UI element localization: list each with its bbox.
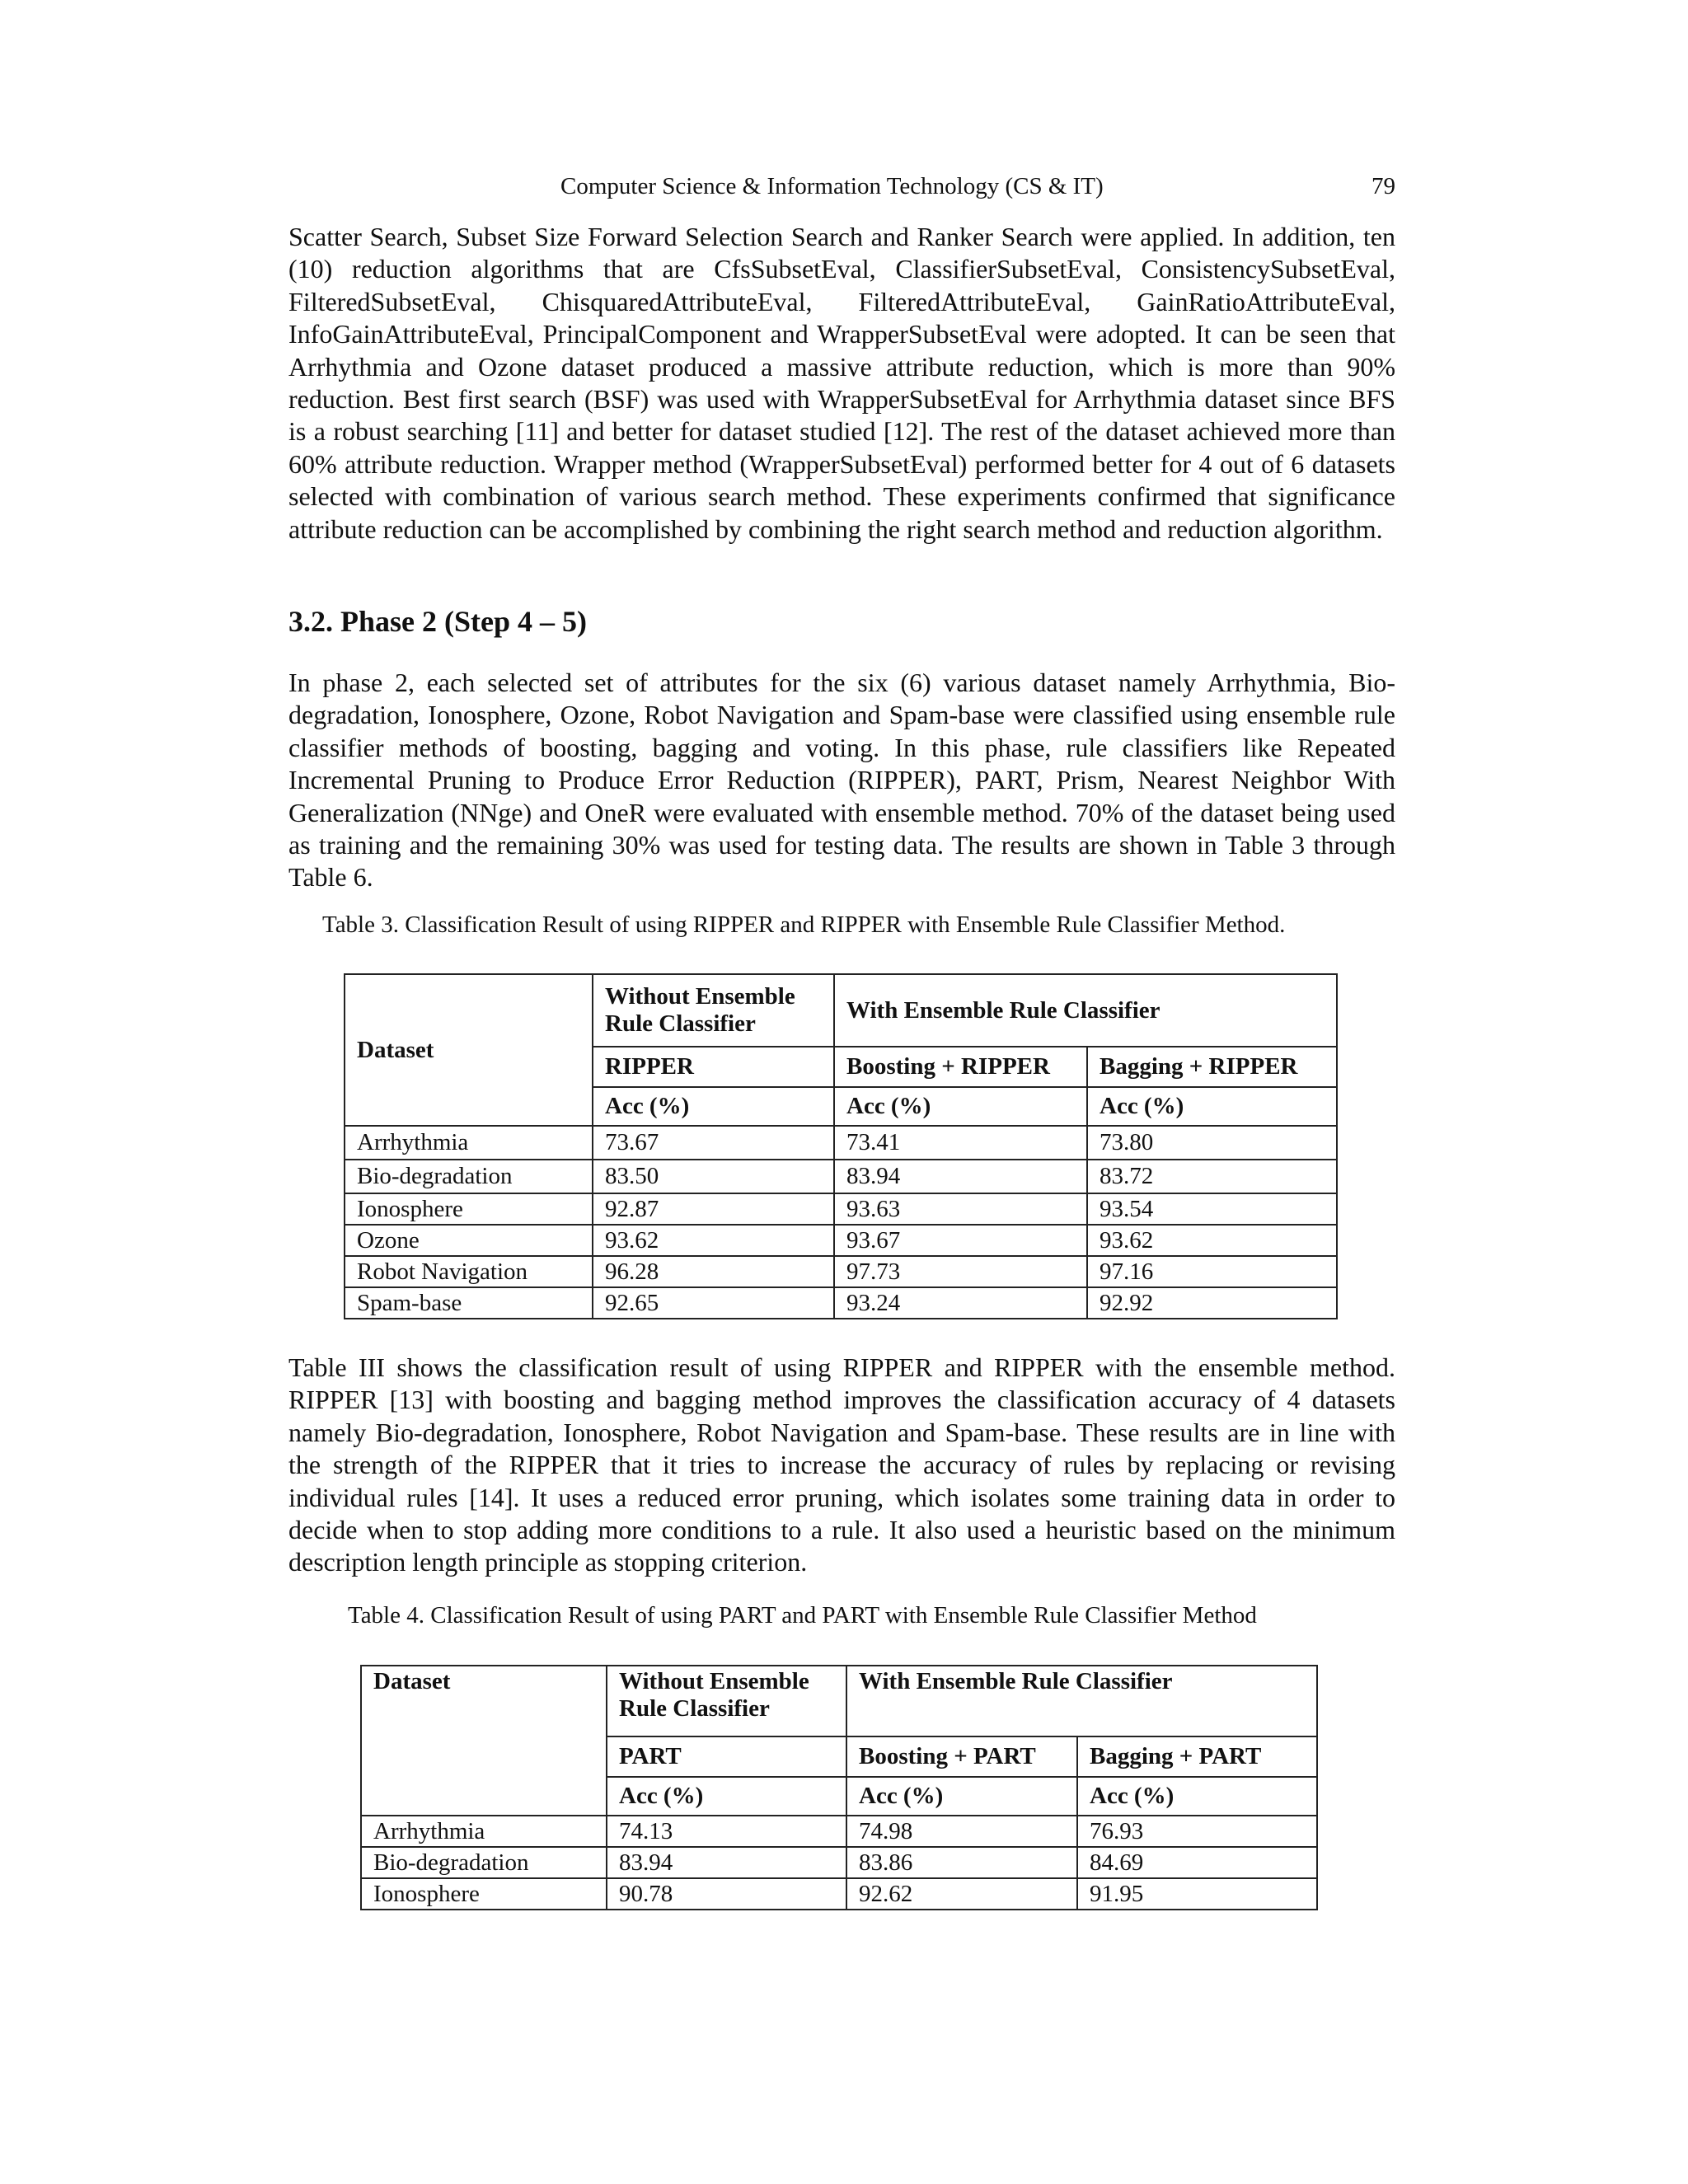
table-row bbox=[345, 1225, 1337, 1256]
table-3-caption: Table 3. Classification Result of using RIPPER and RIPPER with Ensemble Rule Classifier Method. bbox=[322, 912, 1286, 938]
table-cell-value: 97.16 bbox=[1087, 1256, 1337, 1287]
table-cell-value: 93.24 bbox=[834, 1287, 1087, 1319]
table-row bbox=[345, 1193, 1337, 1225]
table-cell-value: 73.67 bbox=[593, 1126, 834, 1160]
table-header-method: Bagging + PART bbox=[1077, 1736, 1317, 1777]
table-cell-dataset: Ozone bbox=[345, 1225, 593, 1256]
table-cell-value: 93.67 bbox=[834, 1225, 1087, 1256]
table-header-method: PART bbox=[607, 1736, 846, 1777]
page-header bbox=[288, 173, 1395, 206]
table-cell-value: 84.69 bbox=[1077, 1847, 1317, 1878]
table-cell-dataset: Spam-base bbox=[345, 1287, 593, 1319]
table-header-method: RIPPER bbox=[593, 1047, 834, 1087]
table-cell-dataset: Bio-degradation bbox=[345, 1160, 593, 1193]
table-header-metric: Acc (%) bbox=[593, 1087, 834, 1126]
table-header-metric: Acc (%) bbox=[846, 1777, 1077, 1816]
table-header-method: Boosting + RIPPER bbox=[834, 1047, 1087, 1087]
table-cell-value: 92.62 bbox=[846, 1878, 1077, 1910]
table-cell-value: 76.93 bbox=[1077, 1816, 1317, 1847]
table-cell-value: 83.50 bbox=[593, 1160, 834, 1193]
table-cell-value: 83.94 bbox=[834, 1160, 1087, 1193]
table-row bbox=[345, 1160, 1337, 1193]
table-header-method: Boosting + PART bbox=[846, 1736, 1077, 1777]
table-cell-value: 92.65 bbox=[593, 1287, 834, 1319]
table-cell-value: 83.72 bbox=[1087, 1160, 1337, 1193]
table-cell-value: 74.98 bbox=[846, 1816, 1077, 1847]
table-cell-value: 93.63 bbox=[834, 1193, 1087, 1225]
table-row bbox=[345, 1287, 1337, 1319]
table-cell-dataset: Ionosphere bbox=[361, 1878, 607, 1910]
table-cell-dataset: Bio-degradation bbox=[361, 1847, 607, 1878]
table-cell-value: 83.94 bbox=[607, 1847, 846, 1878]
table-cell-value: 90.78 bbox=[607, 1878, 846, 1910]
table-3 bbox=[344, 973, 1338, 1319]
table-cell-dataset: Arrhythmia bbox=[361, 1816, 607, 1847]
table-cell-value: 96.28 bbox=[593, 1256, 834, 1287]
table-cell-value: 73.80 bbox=[1087, 1126, 1337, 1160]
table-header-without-ensemble: Without Ensemble Rule Classifier bbox=[607, 1666, 846, 1736]
table-header-metric: Acc (%) bbox=[1077, 1777, 1317, 1816]
page-number: 79 bbox=[1372, 173, 1395, 199]
table-cell-value: 73.41 bbox=[834, 1126, 1087, 1160]
table-header-metric: Acc (%) bbox=[1087, 1087, 1337, 1126]
table-header-metric: Acc (%) bbox=[834, 1087, 1087, 1126]
table-row bbox=[345, 1126, 1337, 1160]
table-cell-dataset: Arrhythmia bbox=[345, 1126, 593, 1160]
table-cell-value: 91.95 bbox=[1077, 1878, 1317, 1910]
table-4-caption: Table 4. Classification Result of using PART and PART with Ensemble Rule Classifier Method bbox=[348, 1602, 1257, 1629]
table-header-dataset: Dataset bbox=[361, 1666, 607, 1816]
table-row bbox=[345, 1256, 1337, 1287]
table-row bbox=[361, 1878, 1317, 1910]
table-row bbox=[361, 1847, 1317, 1878]
table-header-method: Bagging + RIPPER bbox=[1087, 1047, 1337, 1087]
table-cell-value: 93.62 bbox=[593, 1225, 834, 1256]
body-paragraph: In phase 2, each selected set of attributes for the six (6) various dataset namely Arrhythmia, Bio-degradation, Ionosphere, Ozone, Robot Navigation and Spam-base were classified using ensemble rule classifier methods of boosting, bagging and voting. In this phase, rule classifiers like Repeated Incremental Pruning to Produce Error Reduction (RIPPER), PART, Prism, Nearest Neighbor With Generalization (NNge) and OneR were evaluated with ensemble method. 70% of the dataset being used as training and the remaining 30% was used for testing data. The results are shown in Table 3 through Table 6. bbox=[288, 668, 1395, 893]
body-paragraph: Table III shows the classification result of using RIPPER and RIPPER with the ensemble method. RIPPER [13] with boosting and bagging method improves the classification accuracy of 4 datasets namely Bio-degradation, Ionosphere, Robot Navigation and Spam-base. These results are in line with the strength of the RIPPER that it tries to increase the accuracy of rules by replacing or revising individual rules [14]. It uses a reduced error pruning, which isolates some training data in order to decide when to stop adding more conditions to a rule. It also used a heuristic based on the minimum description length principle as stopping criterion. bbox=[288, 1352, 1395, 1577]
table-cell-value: 74.13 bbox=[607, 1816, 846, 1847]
table-header-with-ensemble: With Ensemble Rule Classifier bbox=[846, 1666, 1317, 1736]
table-header-dataset: Dataset bbox=[345, 974, 593, 1126]
table-cell-value: 97.73 bbox=[834, 1256, 1087, 1287]
running-title: Computer Science & Information Technology (CS & IT) bbox=[560, 173, 1104, 199]
table-cell-value: 93.62 bbox=[1087, 1225, 1337, 1256]
table-cell-value: 83.86 bbox=[846, 1847, 1077, 1878]
table-cell-dataset: Robot Navigation bbox=[345, 1256, 593, 1287]
table-4 bbox=[360, 1665, 1318, 1910]
table-header-with-ensemble: With Ensemble Rule Classifier bbox=[834, 974, 1337, 1047]
body-paragraph: Scatter Search, Subset Size Forward Selection Search and Ranker Search were applied. In addition, ten (10) reduction algorithms that are CfsSubsetEval, ClassifierSubsetEval, ConsistencySubsetEval, FilteredSubsetEval, ChisquaredAttributeEval, FilteredAttributeEval, GainRatioAttributeEval, InfoGainAttributeEval, PrincipalComponent and WrapperSubsetEval were adopted. It can be seen that Arrhythmia and Ozone dataset produced a massive attribute reduction, which is more than 90% reduction. Best first search (BSF) was used with WrapperSubsetEval for Arrhythmia dataset since BFS is a robust searching [11] and better for dataset studied [12]. The rest of the dataset achieved more than 60% attribute reduction. Wrapper method (WrapperSubsetEval) performed better for 4 out of 6 datasets selected with combination of various search method. These experiments confirmed that significance attribute reduction can be accomplished by combining the right search method and reduction algorithm. bbox=[288, 222, 1395, 544]
table-header-metric: Acc (%) bbox=[607, 1777, 846, 1816]
table-cell-value: 92.92 bbox=[1087, 1287, 1337, 1319]
table-row bbox=[361, 1816, 1317, 1847]
table-cell-dataset: Ionosphere bbox=[345, 1193, 593, 1225]
section-heading: 3.2. Phase 2 (Step 4 – 5) bbox=[288, 605, 587, 638]
table-cell-value: 93.54 bbox=[1087, 1193, 1337, 1225]
table-header-without-ensemble: Without Ensemble Rule Classifier bbox=[593, 974, 834, 1047]
table-cell-value: 92.87 bbox=[593, 1193, 834, 1225]
